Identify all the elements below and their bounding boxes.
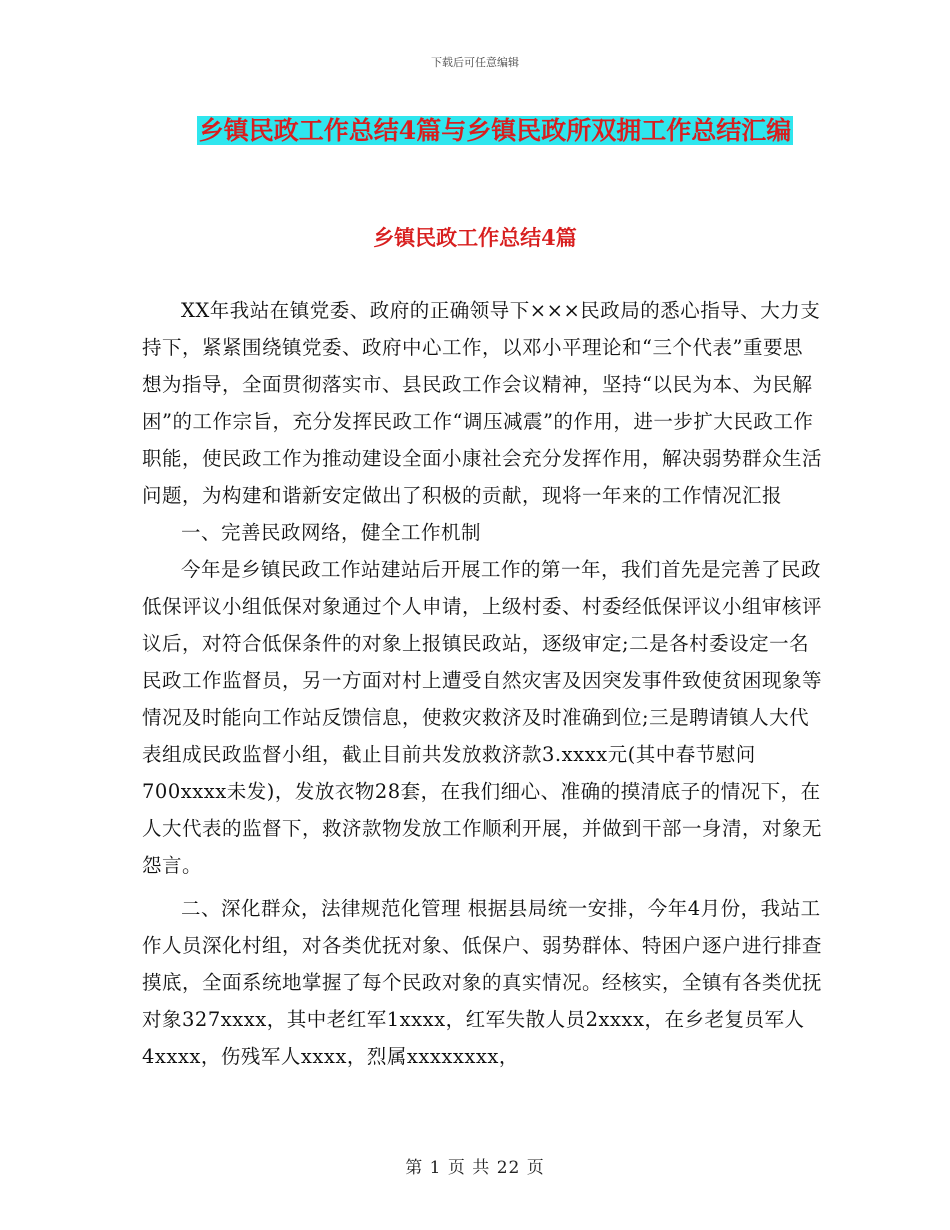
document-title-text: 乡镇民政工作总结4篇与乡镇民政所双拥工作总结汇编 bbox=[198, 116, 792, 145]
page-footer: 第 1 页 共 22 页 bbox=[405, 1158, 545, 1178]
header-note: 下载后可任意编辑 bbox=[431, 56, 519, 69]
section-title: 乡镇民政工作总结4篇 bbox=[373, 225, 577, 250]
paragraph-heading-1: 一、完善民政网络，健全工作机制 bbox=[181, 521, 482, 544]
paragraph-section-2: 二、深化群众，法律规范化管理 根据县局统一安排，今年4月份，我站工作人员深化村组，对各类优抚对象、低保户、弱势群体、特困户逐户进行排查摸底，全面系统地掌握了每个民政对象的真实情况。经核实，全镇有各类优抚对象327xxxx，其中老红军1xxxx，红军失散人员2xxxx，在乡老复员军人4xxxx，伤残军人xxxx，烈属xxxxxxxx， bbox=[142, 897, 823, 1068]
paragraph-section-1: 今年是乡镇民政工作站建站后开展工作的第一年，我们首先是完善了民政低保评议小组低保对象通过个人申请，上级村委、村委经低保评议小组审核评议后，对符合低保条件的对象上报镇民政站，逐级审定;二是各村委设定一名民政工作监督员，另一方面对村上遭受自然灾害及因突发事件致使贫困现象等情况及时能向工作站反馈信息，使救灾救济及时准确到位;三是聘请镇人大代表组成民政监督小组，截止目前共发放救济款3.xxxx元(其中春节慰问700xxxx未发)，发放衣物28套，在我们细心、准确的摸清底子的情况下，在人大代表的监督下，救济款物发放工作顺利开展，并做到干部一身清，对象无怨言。 bbox=[142, 558, 823, 877]
paragraph-intro: XX年我站在镇党委、政府的正确领导下×××民政局的悉心指导、大力支持下，紧紧围绕镇党委、政府中心工作，以邓小平理论和“三个代表”重要思想为指导，全面贯彻落实市、县民政工作会议精神，坚持“以民为本、为民解困”的工作宗旨，充分发挥民政工作“调压减震”的作用，进一步扩大民政工作职能，使民政工作为推动建设全面小康社会充分发挥作用，解决弱势群众生活问题，为构建和谐新安定做出了积极的贡献，现将一年来的工作情况汇报 bbox=[142, 299, 823, 507]
body-text bbox=[142, 292, 822, 1075]
document-title bbox=[185, 112, 805, 150]
